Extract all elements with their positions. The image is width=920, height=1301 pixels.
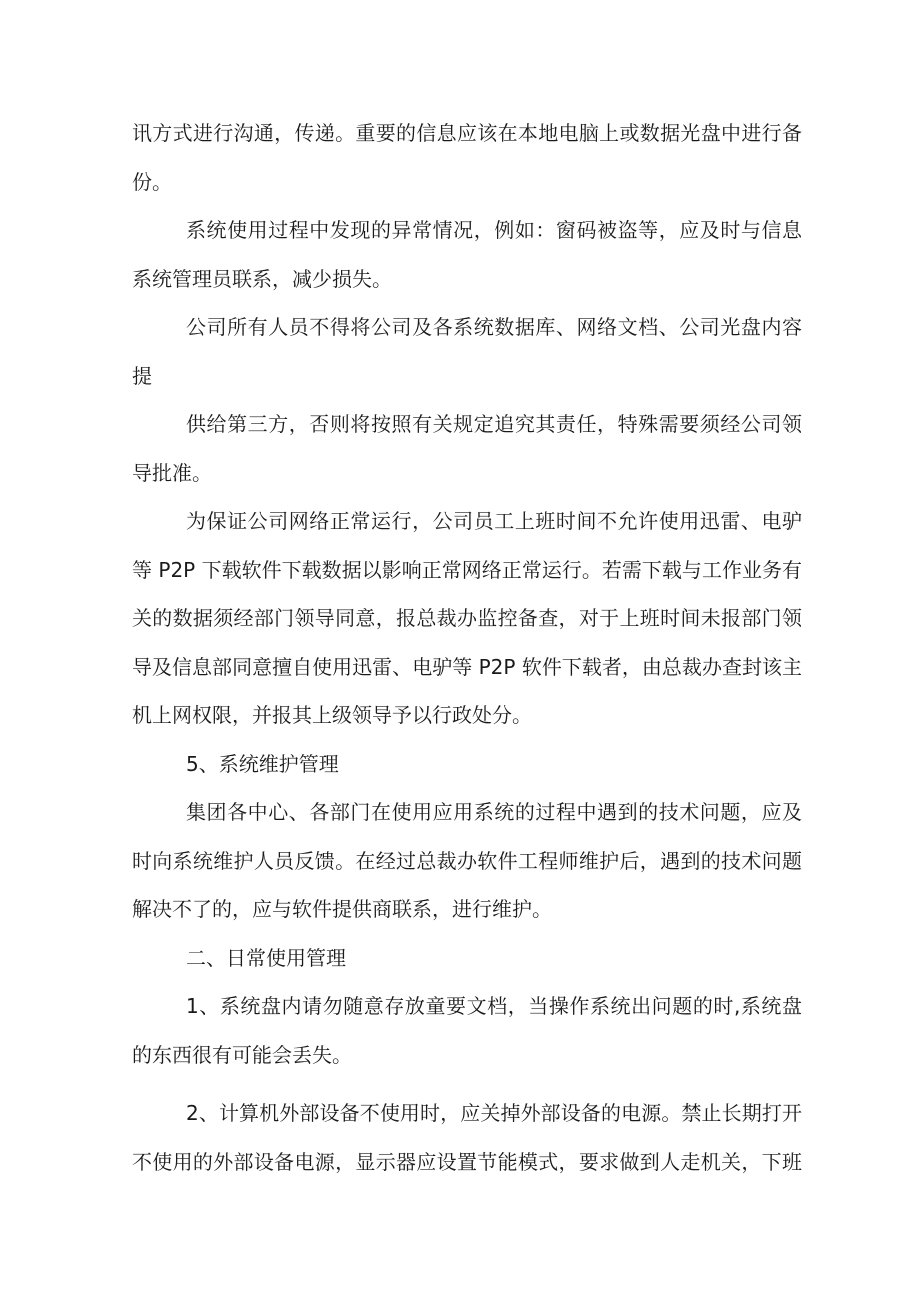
text-line: 为保证公司网络正常运行，公司员工上班时间不允许使用迅雷、电驴	[186, 509, 802, 533]
text-line: 系统管理员联系，减少损失。	[132, 267, 392, 291]
text-line: 2、计算机外部设备不使用时，应关掉外部设备的电源。禁止长期打开	[186, 1101, 802, 1125]
text-line: 导及信息部同意擅自使用迅雷、电驴等 P2P 软件下载者，由总裁办查封该主	[132, 655, 802, 679]
text-line: 解决不了的，应与软件提供商联系，进行维护。	[132, 897, 552, 921]
text-line: 关的数据须经部门领导同意，报总裁办监控备查，对于上班时间未报部门领	[132, 606, 802, 630]
text-line: 讯方式进行沟通，传递。重要的信息应该在本地电脑上或数据光盘中进行备	[132, 121, 802, 145]
text-line: 公司所有人员不得将公司及各系统数据库、网络文档、公司光盘内容	[186, 315, 802, 339]
section-heading: 5、系统维护管理	[186, 752, 339, 776]
text-line: 供给第三方，否则将按照有关规定追究其责任，特殊需要须经公司领	[186, 412, 802, 436]
text-line: 集团各中心、各部门在使用应用系统的过程中遇到的技术问题，应及	[186, 800, 802, 824]
text-line: 系统使用过程中发现的异常情况，例如：窗码被盗等，应及时与信息	[186, 218, 802, 242]
text-line: 不使用的外部设备电源，显示器应设置节能模式，要求做到人走机关，下班	[132, 1150, 802, 1174]
text-line: 时向系统维护人员反馈。在经过总裁办软件工程师维护后，遇到的技术问题	[132, 849, 802, 873]
text-line: 机上网权限，并报其上级领导予以行政处分。	[132, 703, 532, 727]
text-line: 份。	[132, 170, 172, 194]
text-line: 导批准。	[132, 461, 212, 485]
text-line: 提	[132, 364, 152, 388]
text-line: 等 P2P 下载软件下载数据以影响正常网络正常运行。若需下载与工作业务有	[132, 558, 802, 582]
section-heading: 二、日常使用管理	[186, 946, 346, 970]
text-line: 的东西很有可能会丢失。	[132, 1043, 352, 1067]
text-line: 1、系统盘内请勿随意存放童要文档，当操作系统出问题的时,系统盘	[186, 994, 802, 1018]
